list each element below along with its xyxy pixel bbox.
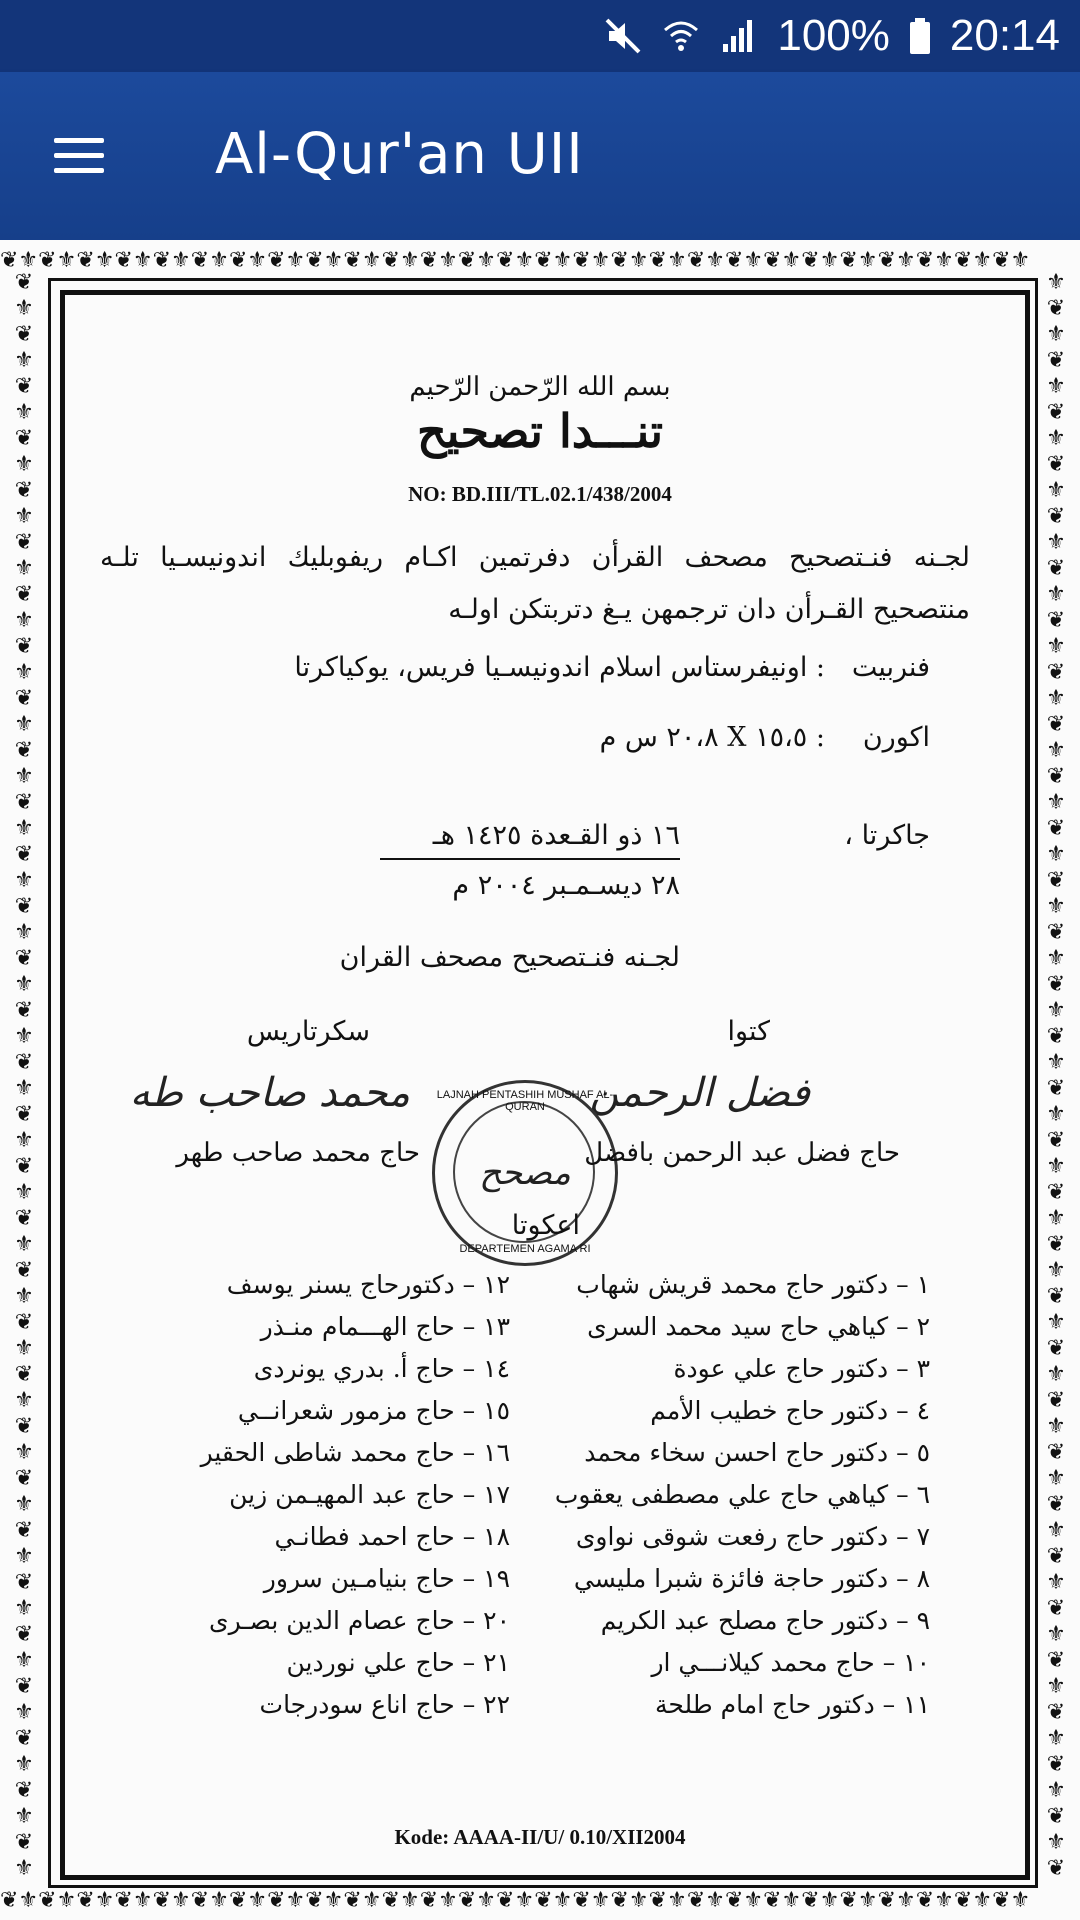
- member-item: ٧ – دكتور حاج رفعت شوقى نواوى: [575, 1522, 930, 1551]
- member-item: ٤ – دكتور حاج خطيب الأمم: [650, 1396, 930, 1425]
- member-item: ١٧ – حاج عبد المهيـمن زين: [229, 1480, 510, 1509]
- place: جاكرتا ،: [844, 820, 930, 851]
- date-hijri: ١٦ ذو القـعدة ١٤٢٥ هـ: [432, 820, 680, 851]
- document-code: Kode: AAAA-II/U/ 0.10/XII2004: [394, 1825, 686, 1849]
- member-item: ١٢ – دكتورحاج يسنر يوسف: [226, 1270, 510, 1299]
- ornament-border-bottom: ❦⚜❦⚜❦⚜❦⚜❦⚜❦⚜❦⚜❦⚜❦⚜❦⚜❦⚜❦⚜❦⚜❦⚜❦⚜❦⚜❦⚜❦⚜❦⚜❦⚜❦⚜❦⚜❦⚜❦⚜❦⚜❦⚜❦⚜: [0, 1888, 1031, 1913]
- member-item: ١٥ – حاج مزمور شعرانــي: [237, 1396, 510, 1425]
- member-item: ١٩ – حاج بنيامـين سرور: [263, 1564, 510, 1593]
- date-masehi: ٢٨ ديسـمـبر ٢٠٠٤ م: [452, 870, 680, 901]
- clock: 20:14: [949, 11, 1060, 60]
- secretary-name: حاج محمد صاحب طهر: [176, 1138, 420, 1168]
- member-item: ٨ – دكتور حاجة فائزة شبرا مليسي: [573, 1564, 930, 1593]
- mute-icon: [603, 16, 643, 56]
- publisher-label: فنربيت: [851, 652, 930, 683]
- member-item: ١٤ – حاج أ. بدري يونردى: [253, 1354, 510, 1383]
- bismillah: بسم الله الرّحمن الرّحيم: [409, 372, 671, 402]
- member-item: ١ – دكتور حاج محمد قريش شهاب: [576, 1270, 930, 1299]
- member-item: ٢ – كياهي حاج سيد محمد السرى: [587, 1312, 930, 1341]
- member-item: ١١ – دكتور حاج امام طلحة: [654, 1690, 930, 1719]
- app-title: Al-Qur'an UII: [215, 122, 584, 187]
- member-item: ٢١ – حاج علي نوردين: [286, 1648, 510, 1677]
- ornament-border-top: ❦⚜❦⚜❦⚜❦⚜❦⚜❦⚜❦⚜❦⚜❦⚜❦⚜❦⚜❦⚜❦⚜❦⚜❦⚜❦⚜❦⚜❦⚜❦⚜❦⚜❦⚜❦⚜❦⚜❦⚜❦⚜❦⚜❦⚜: [0, 248, 1031, 273]
- signal-icon: [719, 16, 759, 56]
- size-label: اكورن: [862, 722, 930, 753]
- wifi-icon: [661, 16, 701, 56]
- size-value: : ١٥،٥ X ٢٠،٨ س م: [599, 722, 825, 753]
- secretary-signature: محمد صاحب طه: [129, 1070, 410, 1116]
- seal-calligraphy: مصحح: [479, 1153, 571, 1193]
- seal-bottom-text: DEPARTEMEN AGAMA RI: [459, 1243, 591, 1255]
- certificate-heading: تنـــدا تصحيح: [416, 404, 663, 458]
- app-bar: [0, 72, 1080, 240]
- member-item: ٢٠ – حاج عصام الدين بصـرى: [209, 1606, 510, 1635]
- members-title: اعكوتا: [511, 1210, 580, 1241]
- publisher-value: : اونيفرستاس اسلام اندونيسـيا فريس، يوكياكرتا: [294, 652, 825, 683]
- member-item: ١٨ – حاج احمد فطانـي: [274, 1522, 510, 1551]
- seal-top-text: LAJNAH PENTASHIH MUSHAF AL-QURAN: [436, 1089, 614, 1113]
- member-item: ٥ – دكتور حاج احسن سخاء محمد: [584, 1438, 930, 1467]
- battery-icon: [908, 16, 932, 56]
- status-bar: [0, 0, 1080, 72]
- certificate-document: [70, 300, 1010, 1860]
- ornament-border-left: ❦ ⚜ ❦ ⚜ ❦ ⚜ ❦ ⚜ ❦ ⚜ ❦ ⚜ ❦ ⚜ ❦ ⚜ ❦ ⚜ ❦ ⚜ ❦ ⚜ ❦ ⚜ ❦ ⚜ ❦ ⚜ ❦ ⚜ ❦ ⚜ ❦ ⚜ ❦ ⚜ ❦ ⚜ ❦ ⚜ ❦ ⚜ ❦ ⚜ ❦ ⚜ ❦ ⚜ ❦ ⚜ ❦ ⚜ ❦ ⚜ ❦ ⚜ ❦ ⚜ ❦ ⚜ ❦ ⚜: [14, 270, 34, 1880]
- member-item: ٣ – دكتور حاج علي عودة: [673, 1354, 930, 1383]
- member-item: ٦ – كياهي حاج علي مصطفى يعقوب: [554, 1480, 930, 1509]
- chair-signature: فضل الرحمن: [589, 1070, 810, 1116]
- date-divider: [380, 858, 680, 860]
- member-item: ١٣ – حاج الهـــمام منـذر: [260, 1312, 510, 1341]
- chair-name: حاج فضل عبد الرحمن بافضل: [584, 1138, 900, 1168]
- committee-name: لجـنه فنـتصحيح مصحف القران: [339, 942, 680, 973]
- certificate-paragraph: لجـنه فنـتصحيح مصحف القرأن دفرتمين اكـام ريفوبليك اندونيسـيا تلـه منتصحيح القـرأن دان ترجمهن يـغ دتربتكن اولـه: [100, 542, 970, 625]
- member-item: ٩ – دكتور حاج مصلح عبد الكريم: [600, 1606, 930, 1635]
- ornament-border-right: ⚜ ❦ ⚜ ❦ ⚜ ❦ ⚜ ❦ ⚜ ❦ ⚜ ❦ ⚜ ❦ ⚜ ❦ ⚜ ❦ ⚜ ❦ ⚜ ❦ ⚜ ❦ ⚜ ❦ ⚜ ❦ ⚜ ❦ ⚜ ❦ ⚜ ❦ ⚜ ❦ ⚜ ❦ ⚜ ❦ ⚜ ❦ ⚜ ❦ ⚜ ❦ ⚜ ❦ ⚜ ❦ ⚜ ❦ ⚜ ❦ ⚜ ❦ ⚜ ❦ ⚜ ❦ ⚜ ❦: [1046, 270, 1066, 1880]
- battery-percent: 100%: [777, 11, 890, 60]
- member-item: ٢٢ – حاج اناع سودرجات: [259, 1690, 510, 1719]
- chair-title: كتوا: [727, 1016, 770, 1047]
- secretary-title: سكرتاريس: [246, 1016, 370, 1047]
- certificate-number: NO: BD.III/TL.02.1/438/2004: [408, 482, 672, 506]
- hamburger-menu-icon[interactable]: [46, 124, 110, 188]
- status-icons: [603, 0, 1060, 72]
- quran-page-image[interactable]: [0, 240, 1080, 1920]
- member-item: ١٠ – حاج محمد كيلانـــي ار: [651, 1648, 930, 1677]
- member-item: ١٦ – حاج محمد شاطى الحقير: [200, 1438, 510, 1467]
